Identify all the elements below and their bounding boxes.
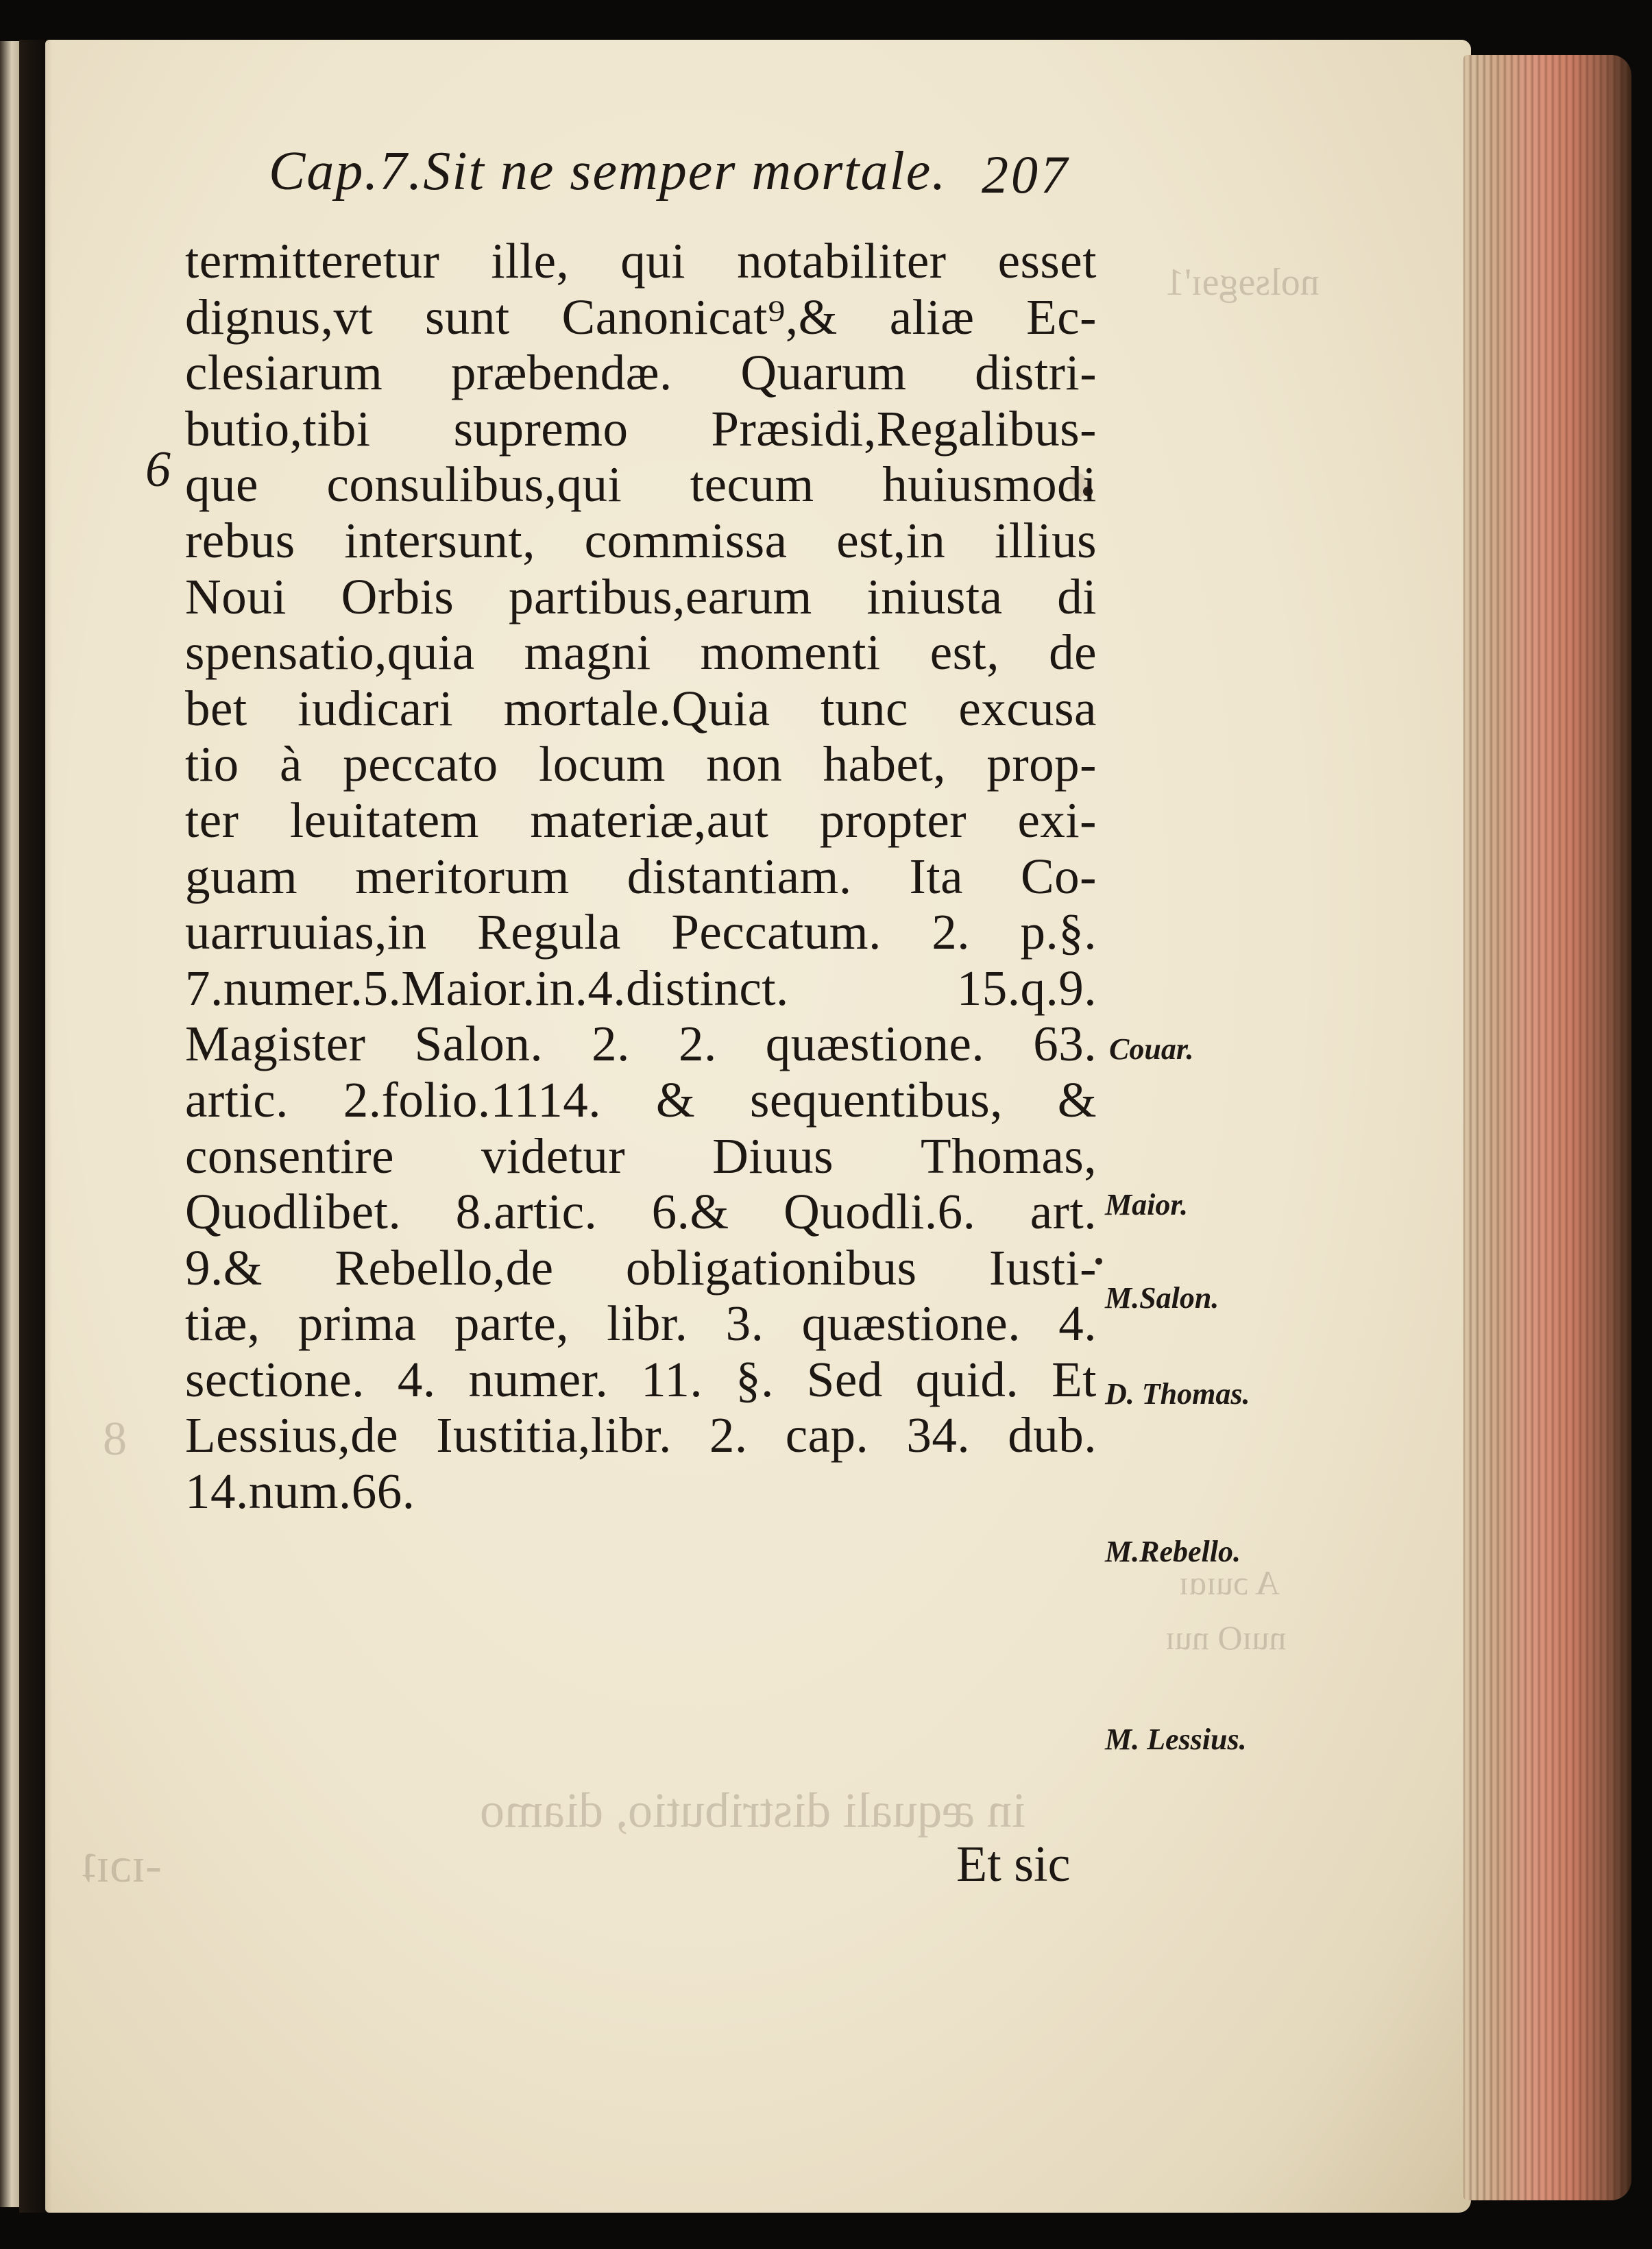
word: 11. [641,1351,703,1407]
show-through-text: nolsɘgɘɪ'1 [1165,261,1320,304]
word: Thomas, [921,1128,1097,1184]
word: Præsidi,Regalibus- [711,400,1097,457]
marginal-note-lessius: M. Lessius. [1105,1723,1247,1756]
facing-page-edge [0,41,19,2207]
word: §. [736,1351,774,1407]
word: propter [819,792,967,848]
word: Co- [1020,848,1097,904]
word: supremo [453,400,629,457]
marginal-note-thomas: D. Thomas. [1105,1377,1250,1411]
word: Ita [909,848,964,904]
word: 4. [397,1351,436,1407]
word: obligationibus [625,1239,917,1296]
word: dub. [1008,1407,1097,1463]
text-line [185,345,1097,401]
show-through-text: A ɔuɪɑɪ [1179,1564,1280,1602]
word: materiæ,aut [530,792,769,848]
text-line [185,960,1097,1017]
word: Ec- [1026,289,1097,345]
text-line [185,792,1097,849]
text-line [185,681,1097,737]
word: Magister [185,1016,366,1072]
word: Quodlibet. [185,1184,402,1240]
show-through-text: in æquali distributio, diamo [480,1783,1025,1838]
text-line [185,1072,1097,1128]
word: 2. [932,904,971,960]
word: 2. [678,1016,717,1072]
word: exi- [1017,792,1097,848]
word: quæstione. [801,1296,1021,1352]
word: iudicari [297,680,454,736]
word: ter [185,792,239,848]
word: Quarum [740,345,907,401]
word: momenti [700,624,881,681]
word: notabiliter [737,233,947,289]
word: videtur [481,1128,626,1184]
word: prima [297,1296,417,1352]
page-fore-edge [1463,55,1631,2200]
text-line [185,289,1097,345]
word: Et [1052,1351,1097,1407]
word: præbendæ. [450,345,672,401]
word: butio,tibi [185,400,371,457]
word: huiusmodi [882,457,1097,513]
text-line: 14.num.66. [185,1463,415,1520]
word: 34. [906,1407,971,1463]
text-line [185,401,1097,457]
word: p.§. [1020,904,1097,960]
word: guam [185,848,298,904]
word: est, [930,624,1000,681]
word: sequentibus, [749,1071,1003,1128]
word: dignus,vt [185,289,374,345]
word: distri- [975,345,1097,401]
word: leuitatem [289,792,479,848]
word: 4. [1058,1296,1097,1352]
word: de [1049,624,1097,681]
word: 2. [592,1016,630,1072]
word: cap. [785,1407,869,1463]
word: tio [185,736,239,792]
word: rebus [185,512,295,568]
page-number: 207 [982,145,1070,204]
word: Orbis [341,568,454,624]
word: que [185,457,258,513]
word: sectione. [185,1351,365,1407]
word: 3. [725,1296,764,1352]
word: Quodli.6. [784,1184,976,1240]
word: spensatio,quia [185,624,475,681]
text-line [185,1352,1097,1408]
word: di [1057,568,1097,624]
text-line [185,1128,1097,1184]
text-line [185,233,1097,289]
word: Lessius,de [185,1407,399,1463]
word: prop- [986,736,1097,792]
text-line [185,849,1097,905]
word: 2. [709,1407,748,1463]
main-text-block [185,233,1097,1520]
word: est,in [836,512,946,568]
word: consulibus,qui [326,457,622,513]
word: termitteretur [185,233,440,289]
word: locum [538,736,666,792]
word: iniusta [866,568,1003,624]
word: Iusti- [988,1239,1097,1296]
word: libr. [607,1296,688,1352]
section-numeral: 6 [145,441,171,498]
word: magni [524,624,651,681]
word: uarruuias,in [185,904,427,960]
word: partibus,earum [508,568,812,624]
marginal-note-salon: M.Salon. [1105,1281,1219,1315]
word: quæstione. [765,1016,985,1072]
word: 8.artic. [455,1184,598,1240]
text-line [185,1407,1097,1463]
word: 9.& [185,1239,263,1296]
text-line [185,624,1097,681]
word: commissa [584,512,788,568]
word: Noui [185,568,287,624]
word: distantiam. [627,848,852,904]
marginal-note-covarruvias: Couar. [1109,1032,1194,1066]
word: artic. [185,1071,289,1128]
text-line [185,457,1097,513]
word: 6.& [651,1184,729,1240]
word: quid. [915,1351,1019,1407]
word: tunc [821,680,908,736]
word: clesiarum [185,345,383,401]
word: tiæ, [185,1296,260,1352]
word: Canonicat⁹,& [561,289,838,345]
word: bet [185,680,247,736]
word: esset [997,233,1097,289]
text-line [185,1240,1097,1296]
word: tecum [690,457,814,513]
word: habet, [823,736,946,792]
word: Peccatum. [671,904,882,960]
text-line [185,1016,1097,1072]
word: Regula [477,904,621,960]
word: numer. [468,1351,609,1407]
word: parte, [454,1296,569,1352]
marginal-note-rebello: M.Rebello. [1105,1535,1241,1568]
word: meritorum [355,848,570,904]
word: Iustitia,libr. [436,1407,672,1463]
word: mortale.Quia [503,680,770,736]
word: peccato [343,736,498,792]
word: qui [620,233,686,289]
text-line [185,904,1097,960]
word: Diuus [712,1128,834,1184]
word: non [706,736,783,792]
text-line [185,569,1097,625]
word: art. [1030,1184,1097,1240]
word: 63. [1033,1016,1097,1072]
word: excusa [958,680,1097,736]
marginal-note-maior: Maior. [1105,1188,1189,1221]
word: & [1057,1071,1097,1128]
word: 15.q.9. [956,960,1097,1016]
word: intersunt, [344,512,535,568]
word: illius [994,512,1097,568]
word: Salon. [414,1016,544,1072]
word: Sed [806,1351,883,1407]
text-line [185,1184,1097,1240]
running-head-title: Cap.7.Sit ne semper mortale. [269,141,947,202]
catchword: Et sic [956,1836,1071,1893]
word: 2.folio.1114. [343,1071,601,1128]
gutter-shadow [19,40,52,2213]
word: sunt [425,289,510,345]
word: & [655,1071,696,1128]
show-through-text: 8 [103,1413,127,1466]
text-line [185,513,1097,569]
word: à [279,736,302,792]
word: 7.numer.5.Maior.in.4.distinct. [185,960,789,1016]
word: ille, [491,233,570,289]
show-through-text: nuɪO nuɪ [1165,1618,1287,1657]
word: consentire [185,1128,394,1184]
show-through-text: -ɪɔɪʇ [82,1838,162,1893]
word: aliæ [889,289,975,345]
text-line [185,736,1097,792]
text-line [185,1296,1097,1352]
word: Rebello,de [335,1239,554,1296]
